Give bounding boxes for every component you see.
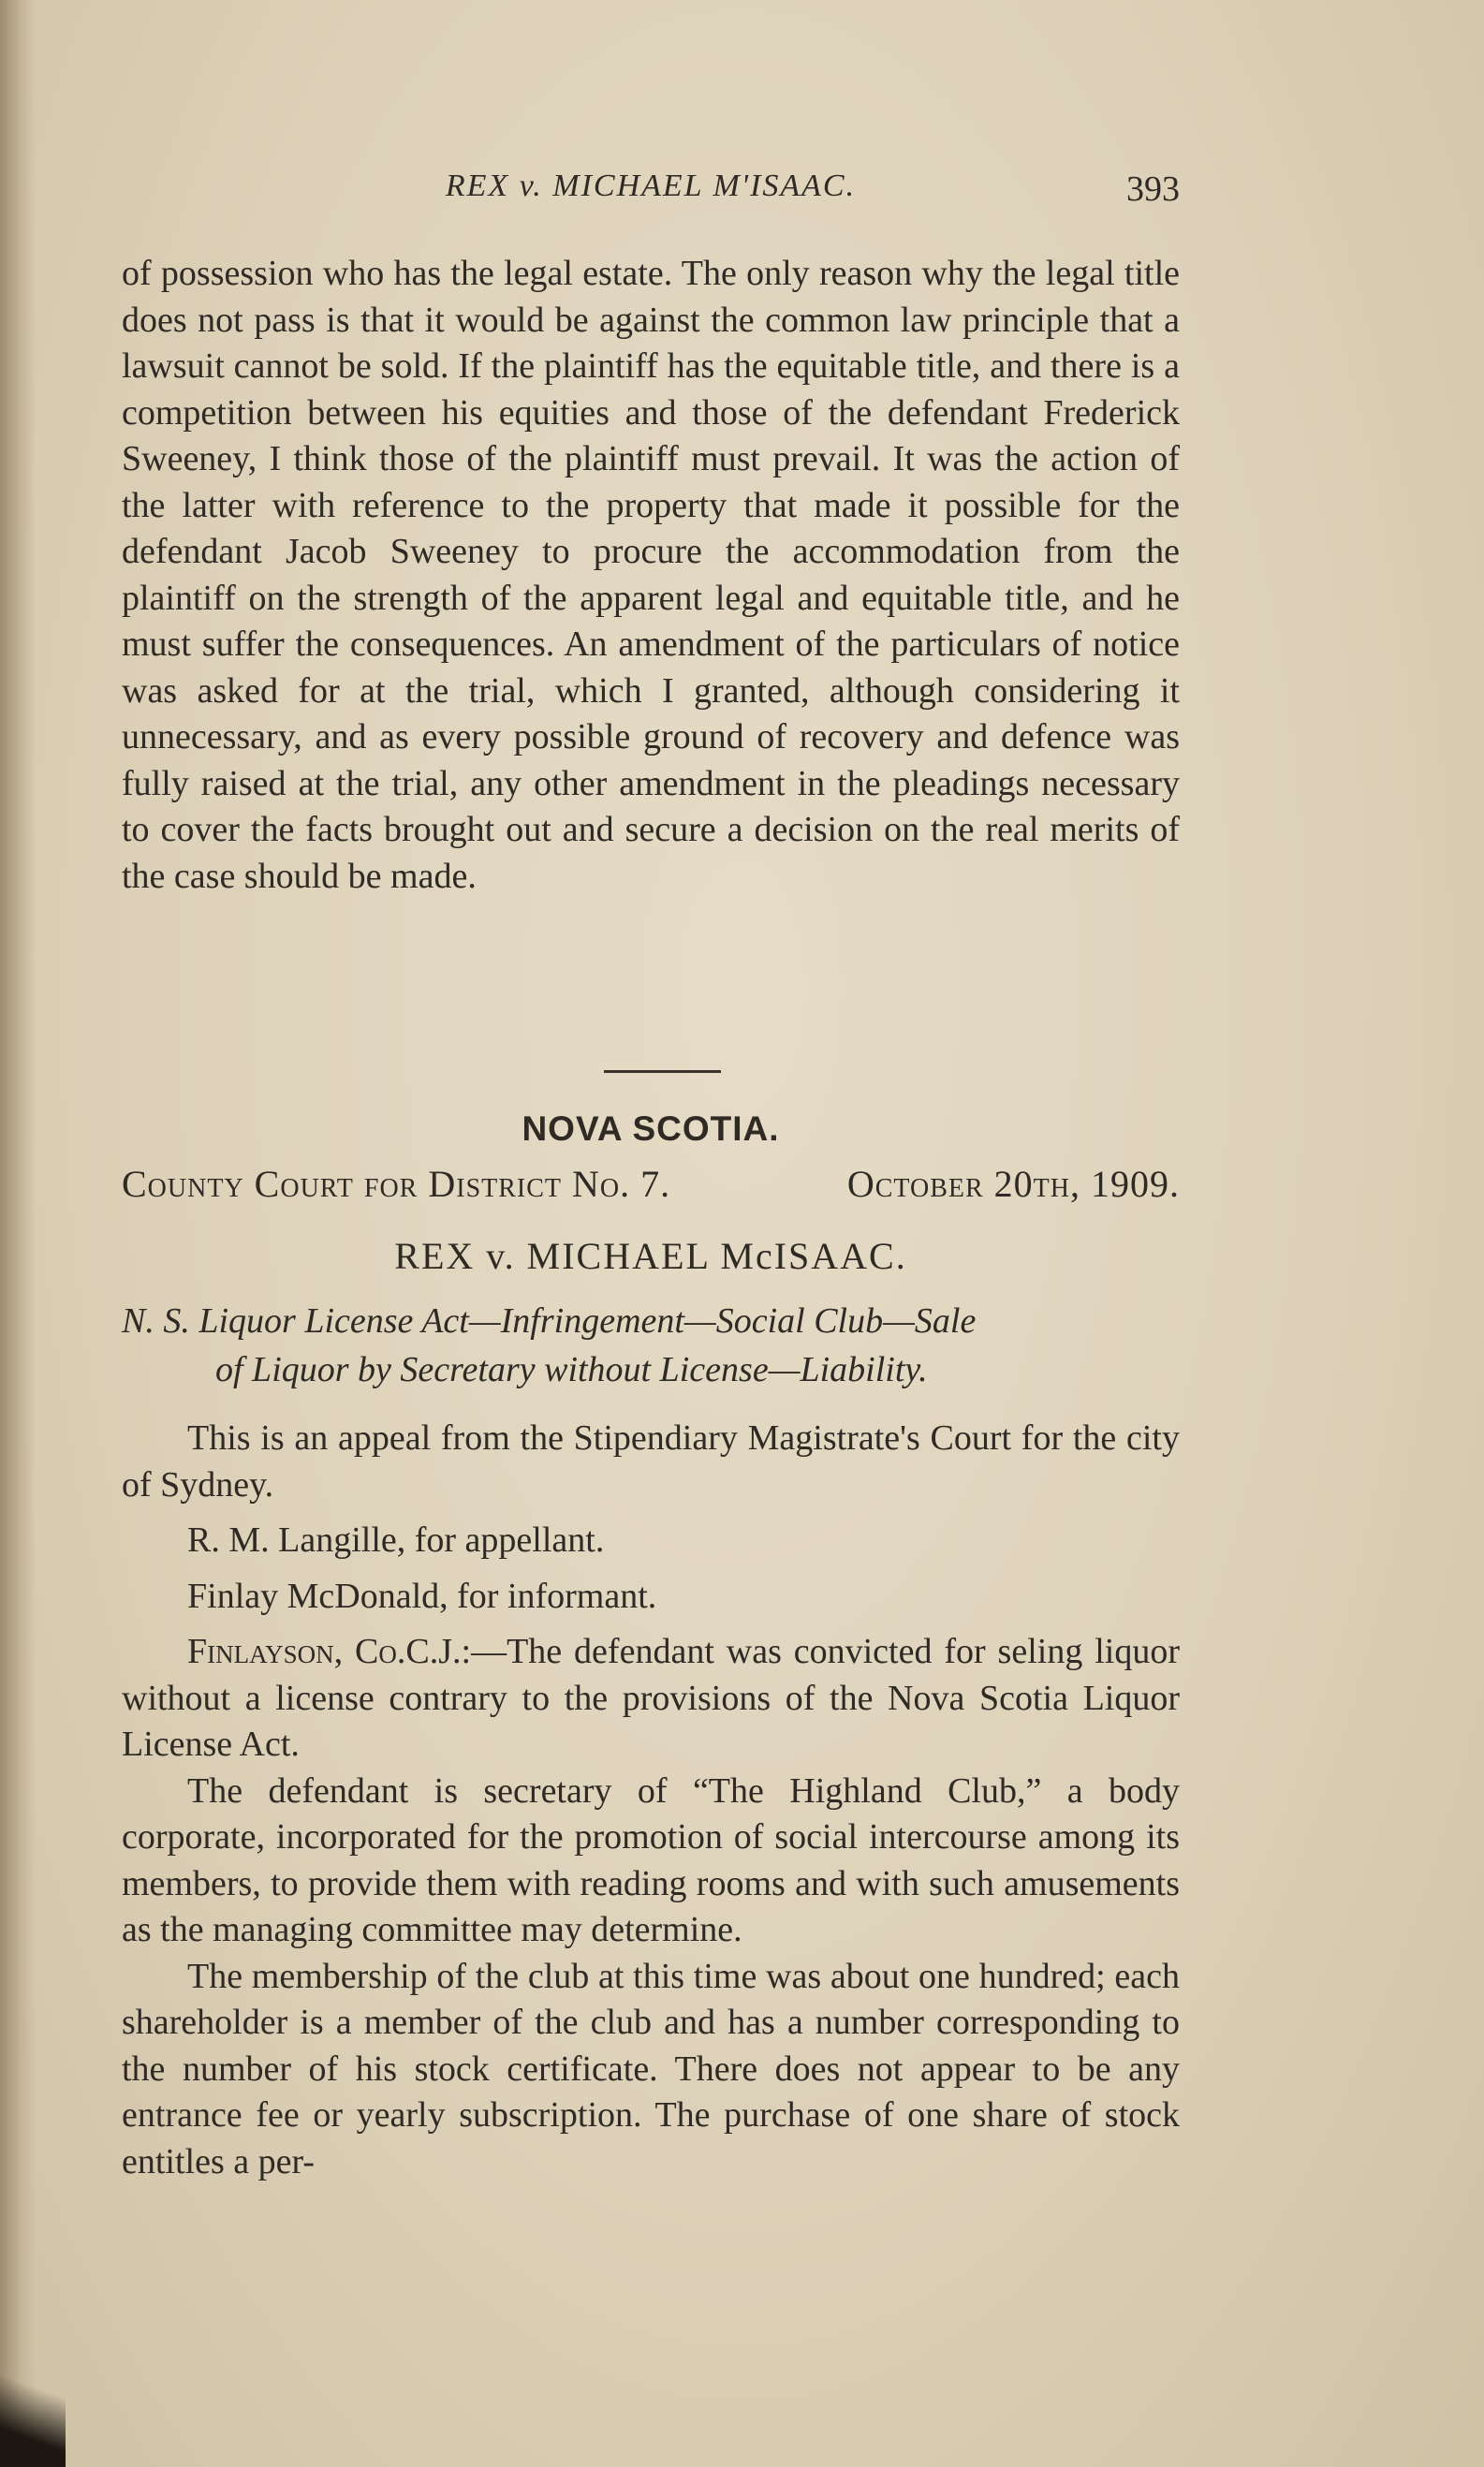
headnote (122, 1297, 1180, 1394)
case-title: REX v. MICHAEL McISAAC. (394, 1235, 907, 1277)
appeal-paragraph: This is an appeal from the Stipendiary Magistrate's Court for the city of Sydney. (122, 1418, 1180, 1505)
section-divider (604, 1070, 721, 1073)
page-header (122, 169, 1180, 215)
counsel-informant: Finlay McDonald, for informant. (187, 1576, 657, 1616)
case-body (122, 1416, 1180, 2185)
page-spine-shadow (0, 0, 36, 2467)
judge-name: Finlayson, Co.C.J. (187, 1632, 462, 1671)
section-title: NOVA SCOTIA. (522, 1109, 780, 1148)
membership-paragraph: The membership of the club at this time was about one hundred; each shareholder is a member of the club and has a number corresponding to the number of his stock certificate. There does not appear to be any entrance fee or yearly subscription. The purchase of one share of stock entitles a per- (122, 1956, 1180, 2181)
opening-paragraph-block (122, 251, 1180, 900)
headnote-line-2: of Liquor by Secretary without License—Liability. (215, 1350, 928, 1389)
page-corner-shadow (0, 2336, 66, 2467)
court-name: County Court for District No. 7. (122, 1163, 671, 1205)
judgment-opening-text: :—The defendant was convicted for seling liquor without a license contrary to the provisions of the Nova Scotia Liquor License Act. (122, 1632, 1180, 1764)
headnote-line-1: N. S. Liquor License Act—Infringement—Social Club—Sale (122, 1301, 977, 1341)
opening-paragraph: of possession who has the legal estate. The only reason why the legal title does not pass is that it would be against the common law principle that a lawsuit cannot be sold. If the plaintiff has the equitable title, and there is a competition between his equities and those of the defendant Frederick Sweeney, I think those of the plaintiff must prevail. It was the action of the latter with reference to the property that made it possible for the defendant Jacob Sweeney to procure the accommodation from the plaintiff on the strength of the apparent legal and equitable title, and he must suffer the consequences. An amendment of the particulars of notice was asked for at the trial, which I granted, although considering it unnecessary, and as every possible ground of recovery and defence was fully raised at the trial, any other amendment in the pleadings necessary to cover the facts brought out and secure a decision on the real merits of the case should be made. (122, 254, 1180, 896)
counsel-appellant: R. M. Langille, for appellant. (187, 1520, 605, 1560)
judgment-opening-paragraph (122, 1629, 1180, 1769)
page-number: 393 (1126, 169, 1180, 209)
decision-date: October 20th, 1909. (846, 1163, 1180, 1205)
court-line (122, 1161, 1180, 1208)
club-paragraph: The defendant is secretary of “The Highland Club,” a body corporate, incorporated for the promotion of social intercourse among its members, to provide them with reading rooms and with such amusements as the managing committee may determine. (122, 1770, 1180, 1949)
running-title: REX v. MICHAEL M'ISAAC. (445, 169, 857, 203)
